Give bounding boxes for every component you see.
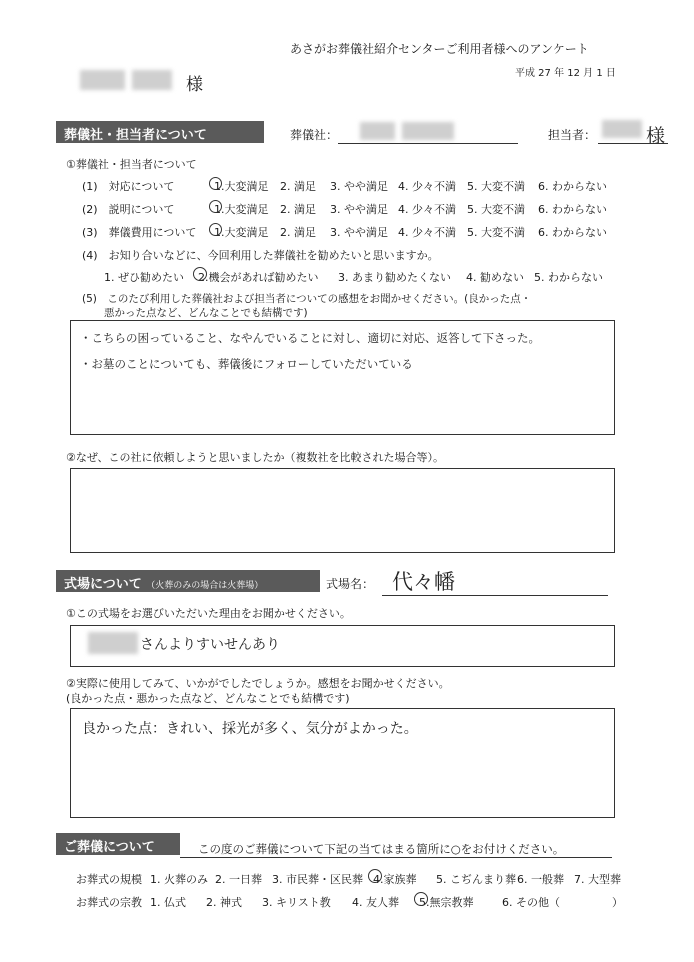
survey-title: あさがお葬儀社紹介センターご利用者様へのアンケート [290, 42, 589, 56]
redacted-company-2 [402, 122, 454, 140]
rating-option[interactable]: 5. 大変不満 [467, 203, 525, 216]
q1-heading: ①葬儀社・担当者について [66, 158, 197, 171]
scale-option[interactable]: 1. 火葬のみ [150, 873, 208, 886]
rating-option[interactable]: 6. わからない [538, 203, 607, 216]
section-venue-heading [56, 570, 320, 592]
rating-label-explanation: (2) 説明について [82, 203, 175, 216]
rating-label-response: (1) 対応について [82, 180, 175, 193]
religion-option[interactable]: 4. 友人葬 [352, 896, 399, 909]
q5-handwritten-answer-2: ・お墓のことについても、葬儀後にフォローしていただいている [80, 357, 413, 371]
religion-label: お葬式の宗教 [76, 896, 142, 909]
staff-underline [598, 143, 668, 144]
funeral-instruction: この度のご葬儀について下記の当てはまる箇所に○をお付けください。 [198, 842, 565, 856]
q2-label: ②なぜ、この社に依頼しようと思いましたか（複数社を比較された場合等）。 [66, 451, 445, 464]
venue-q1-handwritten-answer: さんよりすいせんあり [140, 637, 280, 653]
religion-option[interactable]: 2. 神式 [206, 896, 242, 909]
scale-option[interactable]: 5. こぢんまり葬 [436, 873, 516, 886]
venue-q2-handwritten-answer: 良かった点：きれい、採光が多く、気分がよかった。 [82, 721, 418, 737]
rating-option[interactable]: 2. 満足 [280, 226, 316, 239]
scale-label: お葬式の規模 [76, 873, 142, 886]
scale-option[interactable]: 7. 大型葬 [574, 873, 621, 886]
scale-option[interactable]: 4.家族葬 [373, 873, 417, 886]
venue-q2-label-cont: (良かった点・悪かった点など、どんなことでも結構です) [66, 692, 350, 705]
q4-option[interactable]: 4. 勧めない [466, 271, 524, 284]
rating-option[interactable]: 2. 満足 [280, 203, 316, 216]
religion-option[interactable]: 3. キリスト教 [262, 896, 331, 909]
scale-option[interactable]: 2. 一日葬 [215, 873, 262, 886]
venue-q1-label: ①この式場をお選びいただいた理由をお聞かせください。 [66, 607, 351, 620]
section-funeral-heading: ご葬儀について [56, 833, 180, 855]
redacted-company-1 [360, 122, 395, 140]
selected-circle-mark [209, 177, 222, 190]
religion-close-paren: ） [612, 896, 623, 909]
rating-option[interactable]: 6. わからない [538, 226, 607, 239]
q4-option[interactable]: 3. あまり勧めたくない [338, 271, 451, 284]
staff-label: 担当者： [548, 128, 597, 142]
selected-circle-mark [414, 892, 428, 906]
rating-option[interactable]: 5. 大変不満 [467, 226, 525, 239]
venue-underline [382, 595, 608, 596]
survey-date: 平成 27 年 12 月 1 日 [515, 68, 616, 79]
rating-option[interactable]: 3. やや満足 [330, 226, 388, 239]
q5-label: (5) このたび利用した葬儀社および担当者についての感想をお聞かせください。(良かった点・ [82, 293, 532, 305]
venue-handwritten-name: 代々幡 [392, 570, 455, 594]
company-label: 葬儀社： [290, 128, 339, 142]
rating-option[interactable]: 1.大変満足 [214, 203, 269, 216]
q5-label-cont: 悪かった点など、どんなことでも結構です) [104, 307, 308, 319]
rating-label-cost: (3) 葬儀費用について [82, 226, 197, 239]
religion-option[interactable]: 6. その他（ [502, 896, 560, 909]
selected-circle-mark [193, 267, 207, 281]
scale-option[interactable]: 3. 市民葬・区民葬 [272, 873, 363, 886]
redacted-name-1 [80, 70, 125, 90]
q4-option[interactable]: 5. わからない [534, 271, 603, 284]
rating-option[interactable]: 1.大変満足 [214, 180, 269, 193]
rating-option[interactable]: 4. 少々不満 [398, 226, 456, 239]
redacted-staff [602, 120, 642, 138]
selected-circle-mark [209, 200, 222, 213]
q5-handwritten-answer-1: ・こちらの困っていること、なやんでいることに対し、適切に対応、返答して下さった。 [80, 331, 540, 345]
selected-circle-mark [368, 869, 382, 883]
q4-label: (4) お知り合いなどに、今回利用した葬儀社を勧めたいと思いますか。 [82, 249, 439, 262]
q4-option[interactable]: 1. ぜひ勧めたい [104, 271, 184, 284]
redacted-name-2 [132, 70, 172, 90]
rating-option[interactable]: 6. わからない [538, 180, 607, 193]
venue-q2-label: ②実際に使用してみて、いかがでしたでしょうか。感想をお聞かせください。 [66, 677, 450, 690]
name-honorific: 様 [186, 75, 203, 95]
q4-option[interactable]: 2.機会があれば勧めたい [198, 271, 319, 284]
rating-option[interactable]: 1.大変満足 [214, 226, 269, 239]
section-funeral-company-heading: 葬儀社・担当者について [56, 121, 264, 143]
selected-circle-mark [209, 223, 222, 236]
instruction-underline [180, 857, 612, 858]
religion-option[interactable]: 1. 仏式 [150, 896, 186, 909]
rating-option[interactable]: 4. 少々不満 [398, 180, 456, 193]
section-venue-title: 式場について [64, 577, 142, 592]
rating-option[interactable]: 3. やや満足 [330, 180, 388, 193]
rating-option[interactable]: 5. 大変不満 [467, 180, 525, 193]
q2-answer-box[interactable] [70, 468, 615, 553]
venue-label: 式場名： [326, 577, 375, 591]
rating-option[interactable]: 2. 満足 [280, 180, 316, 193]
company-underline [338, 143, 518, 144]
rating-option[interactable]: 3. やや満足 [330, 203, 388, 216]
scale-option[interactable]: 6. 一般葬 [517, 873, 564, 886]
section-venue-note: （火葬のみの場合は火葬場） [146, 581, 264, 591]
religion-option[interactable]: 5.無宗教葬 [419, 896, 474, 909]
staff-handwritten-honorific: 様 [646, 125, 666, 147]
rating-option[interactable]: 4. 少々不満 [398, 203, 456, 216]
redacted-person [88, 632, 138, 654]
